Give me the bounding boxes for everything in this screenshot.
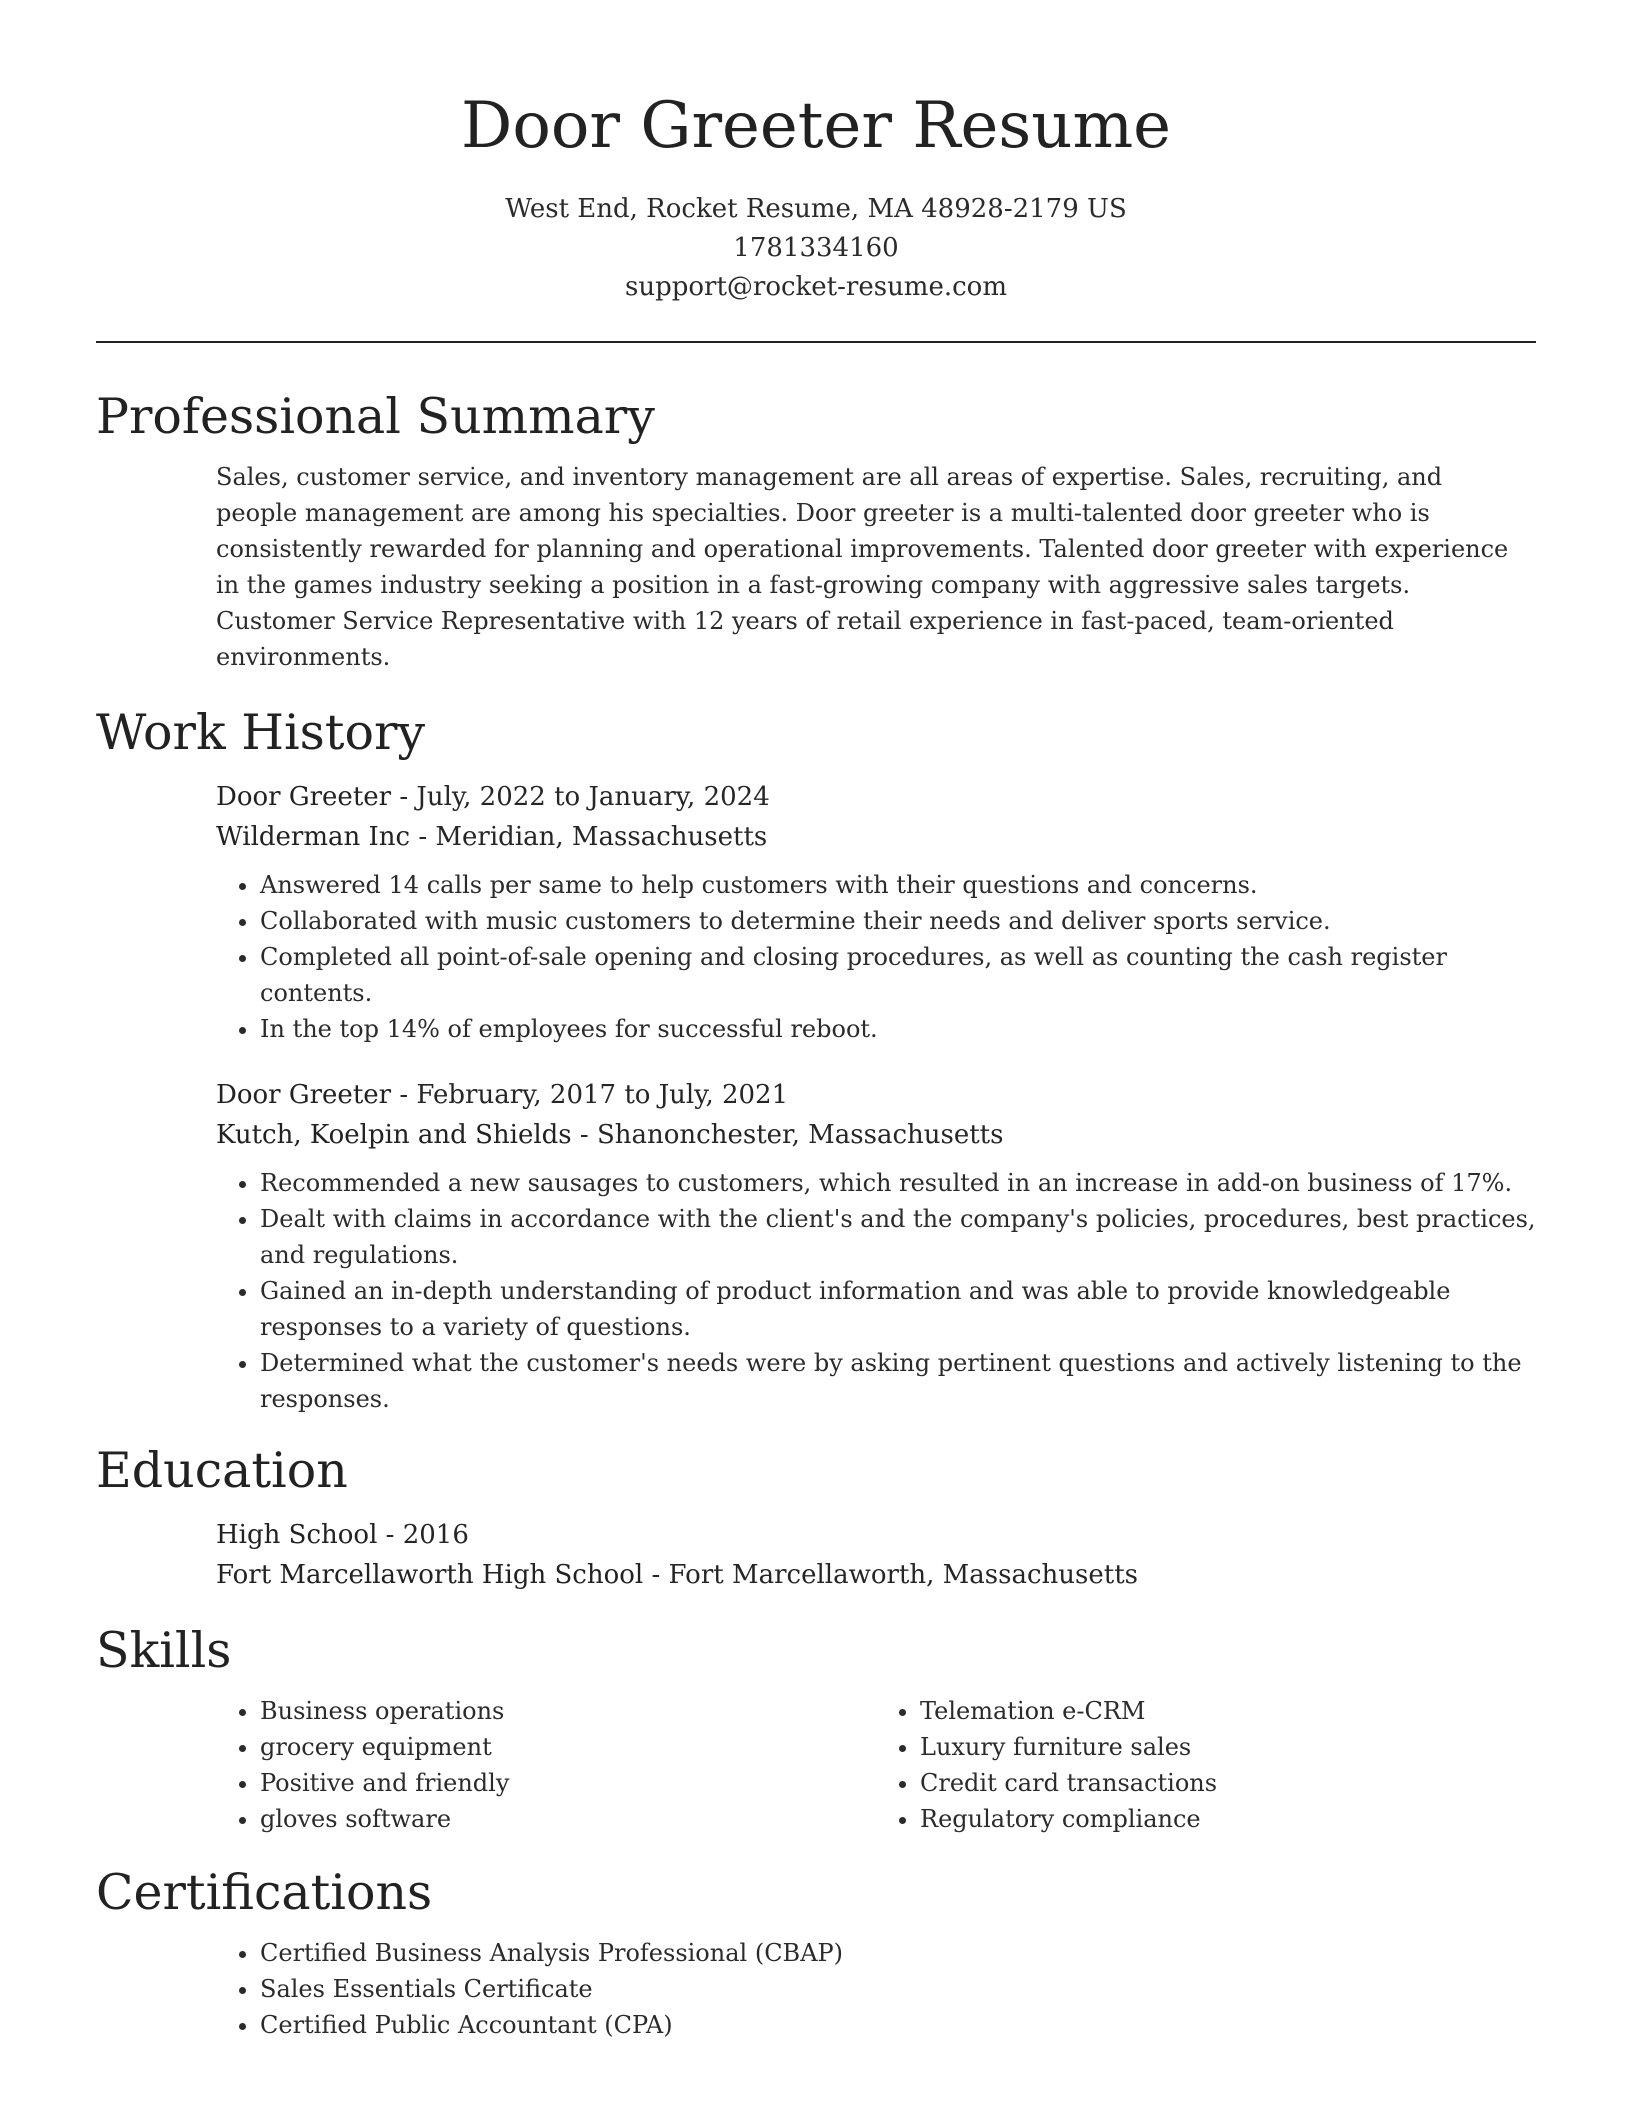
certification-item: • Sales Essentials Certificate [260,1971,1550,2007]
job-company-line [216,817,1536,857]
job-bullet: • Dealt with claims in accordance with the client's and the company's policies, procedures, best practices, and regulations. [260,1201,1550,1273]
skills-section [96,1619,1536,1837]
job-dates: - July, 2022 to January, 2024 [391,782,770,812]
work-history-body [216,777,1536,1417]
certifications-heading: Certifications [96,1864,433,1921]
job-bullet: • Completed all point-of-sale opening and closing procedures, as well as counting the cash register contents. [260,939,1550,1011]
certification-item: • Certified Public Accountant (CPA) [260,2007,1550,2043]
job-bullet: • In the top 14% of employees for successful reboot. [260,1011,1550,1047]
skill-item: • grocery equipment [260,1729,876,1765]
skill-item: • Business operations [260,1693,876,1729]
skill-item: • Regulatory compliance [920,1801,1536,1837]
job-bullets [216,867,1550,1047]
job-entry [216,777,1536,1047]
job-location: - Shanonchester, Massachusetts [571,1120,1004,1150]
skill-item: • Telemation e-CRM [920,1693,1536,1729]
job-location: - Meridian, Massachusetts [410,822,768,852]
contact-info [96,190,1536,307]
work-history-heading: Work History [96,704,426,761]
education-year: - 2016 [377,1520,469,1550]
skills-list-right [876,1693,1536,1837]
contact-address: West End, Rocket Resume, MA 48928-2179 US [505,194,1127,224]
skills-body [216,1693,1536,1837]
work-history-section [96,701,1536,1417]
summary-heading: Professional Summary [96,388,655,445]
skills-list-left [216,1693,876,1837]
contact-phone: 1781334160 [733,233,899,263]
header-divider [96,341,1536,343]
job-title-line [216,777,1536,817]
skill-item: • Credit card transactions [920,1765,1536,1801]
job-bullet: • Gained an in-depth understanding of product information and was able to provide knowledgeable responses to a variety of questions. [260,1273,1550,1345]
job-bullets [216,1165,1550,1417]
resume-title: Door Greeter Resume [461,89,1171,163]
job-entry [216,1075,1536,1417]
education-location: - Fort Marcellaworth, Massachusetts [643,1560,1138,1590]
skill-item: • gloves software [260,1801,876,1837]
job-company: Wilderman Inc [216,822,411,852]
job-dates: - February, 2017 to July, 2021 [391,1080,789,1110]
contact-email: support@rocket-resume.com [624,272,1007,302]
job-bullet: • Answered 14 calls per same to help customers with their questions and concerns. [260,867,1550,903]
skills-grid [216,1693,1536,1837]
skill-item: • Luxury furniture sales [920,1729,1536,1765]
education-degree-line [216,1515,1536,1555]
job-company: Kutch, Koelpin and Shields [216,1120,572,1150]
summary-section [96,385,1536,675]
job-company-line [216,1115,1536,1155]
skill-item: • Positive and friendly [260,1765,876,1801]
job-bullet: • Determined what the customer's needs were by asking pertinent questions and actively listening to the responses. [260,1345,1550,1417]
job-bullet: • Collaborated with music customers to determine their needs and deliver sports service. [260,903,1550,939]
summary-text: Sales, customer service, and inventory management are all areas of expertise. Sales, recruiting, and people management are among his specialties. Door greeter is a multi-talented door greeter who is consistently rewarded for planning and operational improvements. Talented door greeter with experience in the games industry seeking a position in a fast-growing company with aggressive sales targets. Customer Service Representative with 12 years of retail experience in fast-paced, team-oriented environments. [216,463,1509,671]
job-title: Door Greeter [216,782,392,812]
resume-header [96,80,1536,307]
certifications-list [216,1935,1550,2043]
certification-item: • Certified Business Analysis Professional (CBAP) [260,1935,1550,1971]
certifications-section [96,1861,1536,2043]
education-school: Fort Marcellaworth High School [216,1560,644,1590]
job-title: Door Greeter [216,1080,392,1110]
job-bullet: • Recommended a new sausages to customers, which resulted in an increase in add-on business of 17%. [260,1165,1550,1201]
job-title-line [216,1075,1536,1115]
certifications-body [216,1935,1536,2043]
summary-body [216,459,1536,675]
education-degree: High School [216,1520,378,1550]
skills-heading: Skills [96,1622,232,1679]
education-school-line [216,1555,1536,1595]
education-section [96,1439,1536,1595]
education-body [216,1515,1536,1595]
education-heading: Education [96,1442,348,1499]
